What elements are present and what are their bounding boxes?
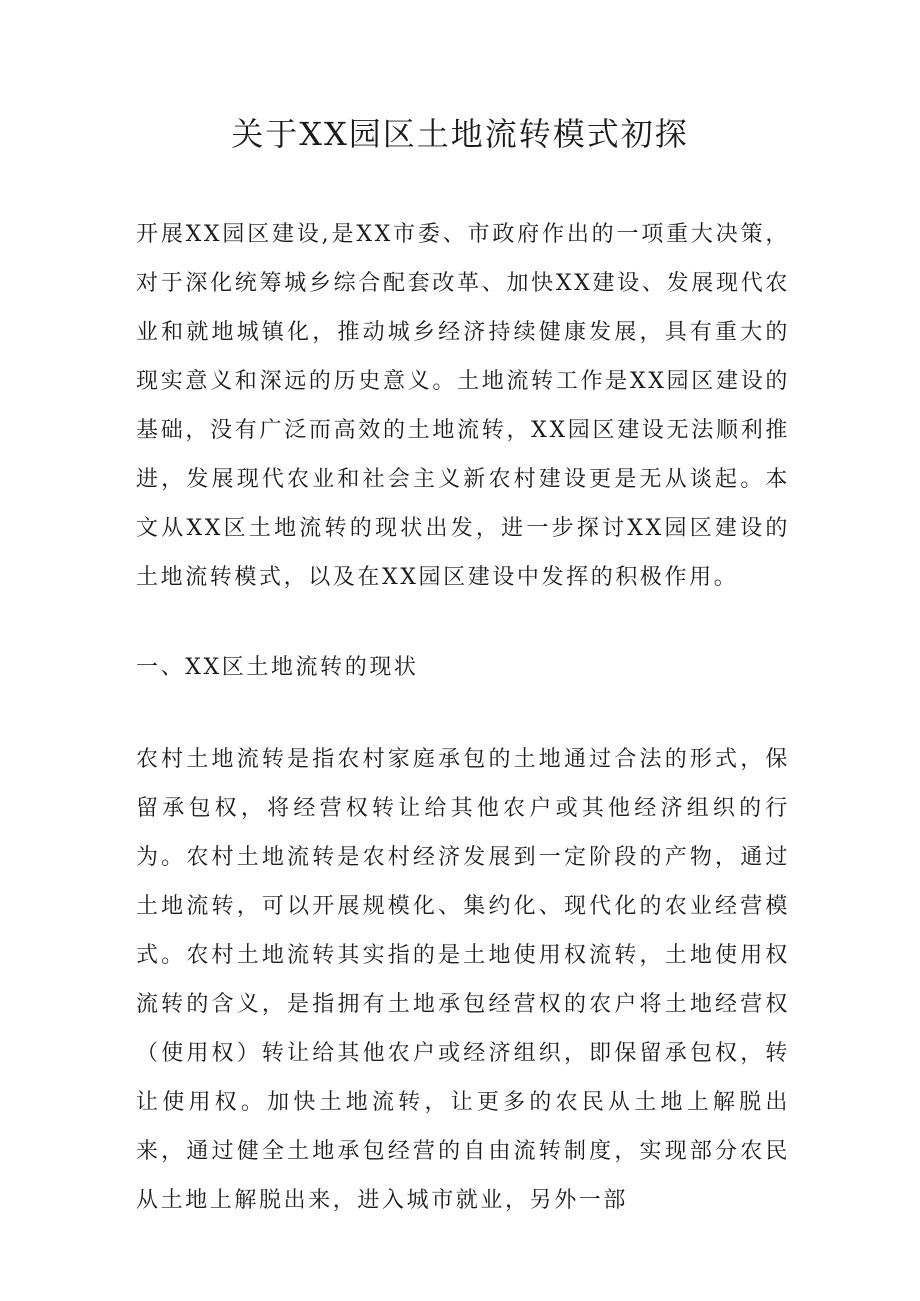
document-title: 关于XX园区土地流转模式初探 bbox=[231, 115, 689, 153]
body-paragraph: 农村土地流转是指农村家庭承包的土地通过合法的形式，保留承包权，将经营权转让给其他农户或其他经济组织的行为。农村土地流转是农村经济发展到一定阶段的产物，通过土地流转，可以开展规模化、集约化、现代化的农业经营模式。农村土地流转其实指的是土地使用权流转，土地使用权流转的含义，是指拥有土地承包经营权的农户将土地经营权（使用权）转让给其他农户或经济组织，即保留承包权，转让使用权。加快土地流转，让更多的农民从土地上解脱出来，通过健全土地承包经营的自由流转制度，实现部分农民从土地上解脱出来，进入城市就业，另外一部 bbox=[136, 747, 790, 1213]
section-heading: 一、XX区土地流转的现状 bbox=[136, 655, 419, 680]
intro-paragraph: 开展XX园区建设,是XX市委、市政府作出的一项重大决策，对于深化统筹城乡综合配套改革、加快XX建设、发展现代农业和就地城镇化，推动城乡经济持续健康发展，具有重大的现实意义和深远的历史意义。土地流转工作是XX园区建设的基础，没有广泛而高效的土地流转，XX园区建设无法顺利推进，发展现代农业和社会主义新农村建设更是无从谈起。本文从XX区土地流转的现状出发，进一步探讨XX园区建设的土地流转模式，以及在XX园区建设中发挥的积极作用。 bbox=[136, 222, 790, 590]
